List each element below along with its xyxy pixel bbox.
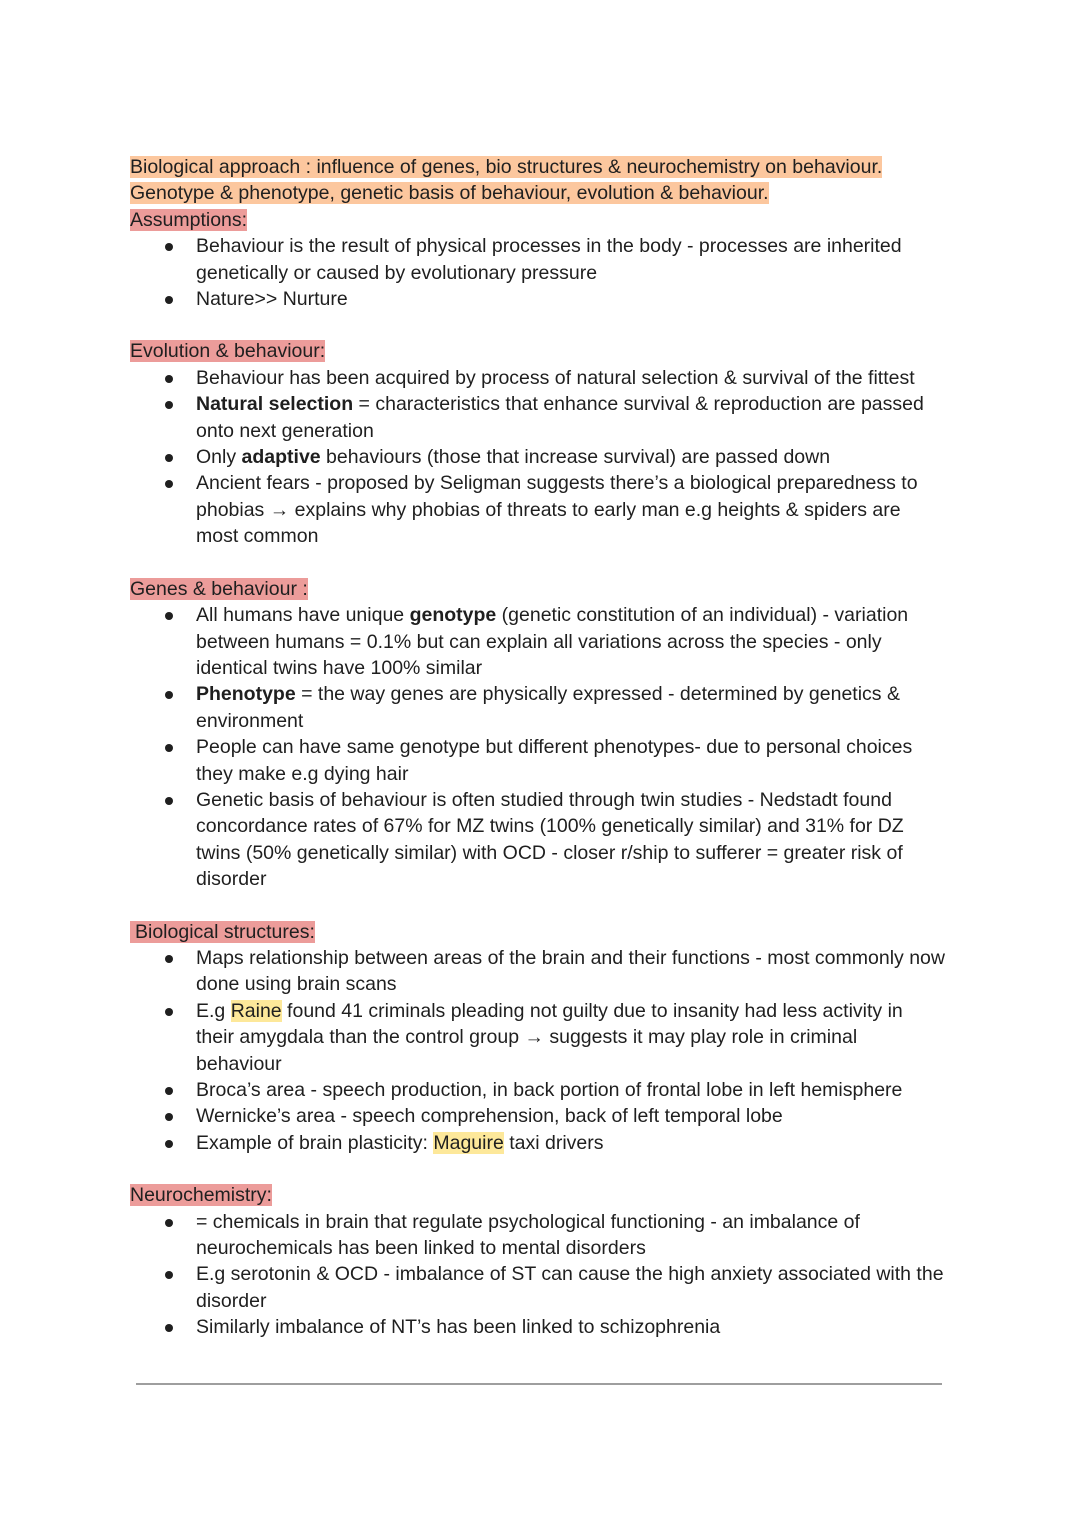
- list-item: [130, 602, 945, 681]
- bullet-icon: [165, 296, 173, 304]
- structures-text: taxi drivers: [503, 1131, 604, 1154]
- bullet-icon: [165, 691, 173, 699]
- bullet-icon: [165, 797, 173, 805]
- bullet-icon: [165, 1087, 173, 1095]
- bullet-icon: [165, 1219, 173, 1227]
- bold-term: Phenotype: [196, 683, 296, 706]
- bullet-icon: [165, 1113, 173, 1121]
- evolution-text: = characteristics that enhance survival & reproduction are passed onto next generation: [196, 393, 924, 442]
- list-item: [130, 734, 945, 787]
- bold-term: adaptive: [241, 446, 321, 469]
- bullet-icon: [165, 1271, 173, 1279]
- bullet-icon: [165, 454, 173, 462]
- highlighted-name: Raine: [230, 999, 282, 1022]
- structures-section: [130, 919, 945, 1157]
- list-item: [130, 1077, 945, 1103]
- evolution-text: Only: [196, 446, 242, 469]
- horizontal-rule: [136, 1383, 942, 1385]
- genes-text: People can have same genotype but different phenotypes- due to personal choices they make e.g dying hair: [196, 736, 913, 785]
- list-item: [130, 681, 945, 734]
- bold-term: genotype: [409, 604, 497, 627]
- genes-text: All humans have unique: [196, 604, 410, 627]
- genes-text: = the way genes are physically expressed - determined by genetics & environment: [196, 683, 900, 732]
- assumption-text: Nature>> Nurture: [196, 288, 348, 311]
- header-title-line: Biological approach : influence of genes, bio structures & neurochemistry on behaviour.: [130, 156, 883, 178]
- structures-text: Example of brain plasticity:: [196, 1131, 434, 1154]
- bullet-icon: [165, 480, 173, 488]
- evolution-list: [130, 365, 945, 550]
- list-item: [130, 1314, 945, 1340]
- genes-text: Genetic basis of behaviour is often studied through twin studies - Nedstadt found concordance rates of 67% for MZ twins (100% genetically similar) and 31% for DZ twins (50% genetically similar) with OCD - closer r/ship to sufferer = greater risk of disorder: [196, 788, 904, 891]
- list-item: [130, 391, 945, 444]
- evolution-heading: Evolution & behaviour:: [130, 340, 326, 363]
- bullet-icon: [165, 1140, 173, 1148]
- list-item: [130, 1103, 945, 1129]
- neuro-text: = chemicals in brain that regulate psychological functioning - an imbalance of neurochemicals has been linked to mental disorders: [196, 1210, 860, 1260]
- list-item: [130, 945, 945, 998]
- document-body: [130, 154, 945, 1341]
- structures-heading: Biological structures:: [130, 921, 315, 943]
- bullet-icon: [165, 744, 173, 752]
- structures-text: found 41 criminals pleading not guilty due to insanity had less activity in their amygdala than the control group → suggests it may play role in criminal behaviour: [196, 999, 903, 1075]
- list-item: [130, 286, 945, 312]
- list-item: [130, 787, 945, 893]
- list-item: [130, 1261, 945, 1314]
- assumption-text: Behaviour is the result of physical processes in the body - processes are inherited genetically or caused by evolutionary pressure: [196, 235, 902, 284]
- genes-heading: Genes & behaviour :: [130, 577, 308, 600]
- list-item: [130, 998, 945, 1077]
- evolution-section: [130, 338, 945, 549]
- bullet-icon: [165, 375, 173, 383]
- assumptions-list: [130, 233, 945, 312]
- neuro-list: [130, 1209, 945, 1341]
- bullet-icon: [165, 243, 173, 251]
- list-item: [130, 1209, 945, 1262]
- list-item: [130, 470, 945, 549]
- neuro-heading: Neurochemistry:: [130, 1184, 272, 1207]
- evolution-text: Ancient fears - proposed by Seligman suggests there’s a biological preparedness to phobias → explains why phobias of threats to early man e.g heights & spiders are most common: [196, 472, 918, 548]
- list-item: [130, 1130, 945, 1156]
- neuro-section: [130, 1182, 945, 1340]
- structures-list: [130, 945, 945, 1156]
- structures-text: Maps relationship between areas of the brain and their functions - most commonly now done using brain scans: [196, 946, 945, 996]
- bullet-icon: [165, 1008, 173, 1016]
- assumptions-heading: Assumptions:: [130, 208, 248, 231]
- bold-term: Natural selection: [196, 393, 354, 416]
- bullet-icon: [165, 612, 173, 620]
- list-item: [130, 444, 945, 470]
- structures-text: Wernicke’s area - speech comprehension, back of left temporal lobe: [196, 1105, 783, 1128]
- evolution-text: Behaviour has been acquired by process of natural selection & survival of the fittest: [196, 366, 915, 389]
- list-item: [130, 365, 945, 391]
- genes-list: [130, 602, 945, 892]
- bullet-icon: [165, 401, 173, 409]
- page-header: [130, 154, 945, 207]
- structures-text: E.g: [196, 999, 231, 1022]
- neuro-text: Similarly imbalance of NT’s has been linked to schizophrenia: [196, 1316, 721, 1339]
- genes-section: [130, 576, 945, 893]
- highlighted-name: Maguire: [433, 1131, 504, 1154]
- header-subtitle-line: Genotype & phenotype, genetic basis of behaviour, evolution & behaviour.: [130, 182, 769, 205]
- neuro-text: E.g serotonin & OCD - imbalance of ST can cause the high anxiety associated with the disorder: [196, 1263, 944, 1312]
- structures-text: Broca’s area - speech production, in back portion of frontal lobe in left hemisphere: [196, 1079, 903, 1101]
- assumptions-section: [130, 207, 945, 313]
- bullet-icon: [165, 1324, 173, 1332]
- bullet-icon: [165, 955, 173, 963]
- genes-text: (genetic constitution of an individual) - variation between humans = 0.1% but can explain all variations across the species - only identical twins have 100% similar: [196, 604, 909, 679]
- list-item: [130, 233, 945, 286]
- evolution-text: behaviours (those that increase survival) are passed down: [320, 446, 831, 469]
